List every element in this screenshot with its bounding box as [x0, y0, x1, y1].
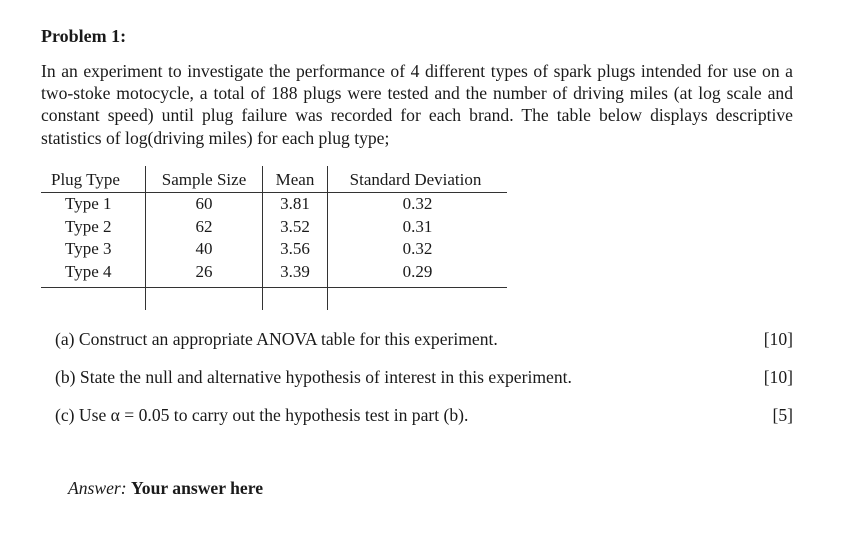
cell-mean: 3.56	[263, 238, 328, 261]
cell-plug-type: Type 2	[65, 216, 112, 236]
table-row	[41, 216, 507, 239]
cell-plug-type: Type 4	[65, 261, 112, 281]
table-row	[41, 261, 507, 288]
table-row	[41, 238, 507, 261]
empty-cell	[41, 288, 146, 311]
problem-statement: In an experiment to investigate the performance of 4 different types of spark plugs intended for use on a two-stoke motocycle, a total of 188 plugs were tested and the number of driving miles (at log scale and constant speed) until plug failure was recorded for each brand. The table below displays descriptive statistics of log(driving miles) for each plug type;	[41, 61, 793, 148]
question-text: (a) Construct an appropriate ANOVA table for this experiment.	[55, 329, 498, 349]
question-marks: [5]	[772, 405, 793, 425]
cell-sample-size: 60	[146, 193, 263, 216]
question-marks: [10]	[763, 367, 793, 387]
answer-field[interactable]: Your answer here	[131, 478, 263, 498]
cell-mean: 3.81	[263, 193, 328, 216]
cell-mean: 3.52	[263, 216, 328, 239]
question-text: (c) Use α = 0.05 to carry out the hypothesis test in part (b).	[55, 405, 469, 425]
cell-mean: 3.39	[263, 261, 328, 288]
empty-cell	[146, 288, 263, 311]
header-sample-size: Sample Size	[146, 166, 263, 193]
question-list	[55, 329, 793, 443]
cell-standard-deviation: 0.31	[328, 216, 508, 239]
cell-sample-size: 26	[146, 261, 263, 288]
descriptive-statistics-table	[41, 166, 507, 310]
table-row	[41, 193, 507, 216]
cell-plug-type: Type 1	[65, 194, 112, 213]
cell-standard-deviation: 0.32	[328, 238, 508, 261]
empty-cell	[328, 288, 508, 311]
empty-cell	[263, 288, 328, 311]
header-standard-deviation: Standard Deviation	[328, 166, 508, 193]
table-header-row	[41, 166, 507, 193]
question-marks: [10]	[763, 329, 793, 349]
table-empty-row	[41, 288, 507, 311]
question-text: (b) State the null and alternative hypothesis of interest in this experiment.	[55, 367, 572, 387]
question-item-a	[55, 329, 793, 367]
cell-sample-size: 40	[146, 238, 263, 261]
header-plug-type: Plug Type	[41, 166, 146, 193]
cell-standard-deviation: 0.29	[328, 261, 508, 288]
header-mean: Mean	[263, 166, 328, 193]
answer-line	[68, 478, 263, 499]
cell-plug-type: Type 3	[65, 239, 112, 258]
cell-standard-deviation: 0.32	[328, 193, 508, 216]
problem-title: Problem 1:	[41, 26, 127, 46]
question-item-c	[55, 405, 793, 443]
cell-sample-size: 62	[146, 216, 263, 239]
question-item-b	[55, 367, 793, 405]
answer-label: Answer:	[68, 478, 127, 498]
